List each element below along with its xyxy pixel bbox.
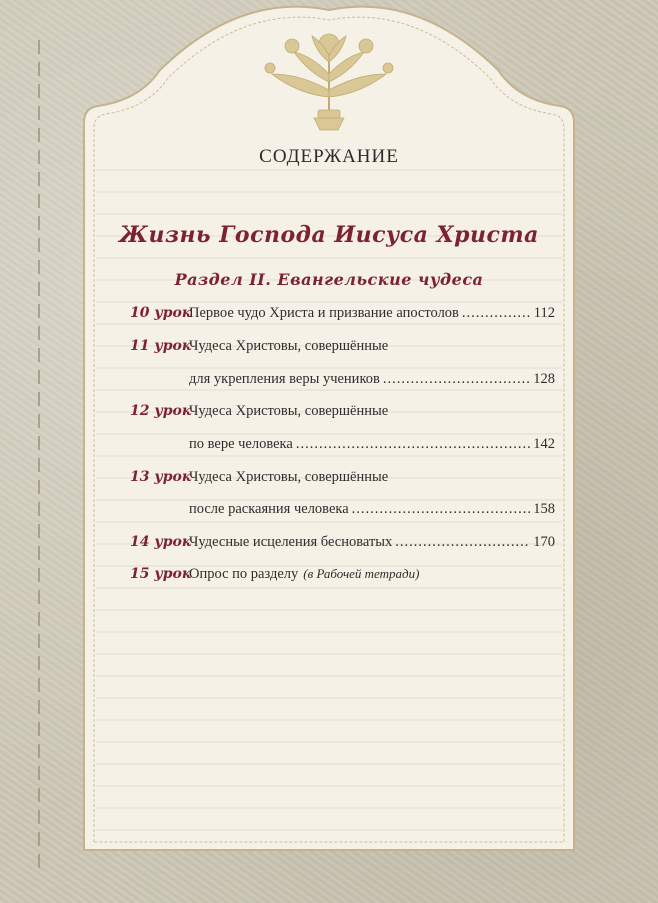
book-title: Жизнь Господа Иисуса Христа: [119, 222, 539, 248]
toc-entry[interactable]: [0, 566, 658, 590]
lesson-title-cont: после раскаяния человека: [189, 501, 349, 517]
lesson-title: Опрос по разделу: [189, 566, 299, 582]
page-number: 170: [533, 534, 555, 550]
toc-entry[interactable]: [0, 338, 658, 362]
toc-entry[interactable]: [0, 534, 658, 558]
lesson-number: 11 урок: [130, 338, 192, 354]
section-title: Раздел II. Евангельские чудеса: [174, 270, 484, 289]
lesson-number: 14 урок: [130, 534, 192, 550]
lesson-number: 10 урок: [130, 305, 192, 321]
page-number: 128: [533, 371, 555, 387]
leader-dots: [352, 501, 531, 518]
lesson-title: Чудесные исцеления бесноватых: [189, 534, 393, 550]
toc-entry-continuation[interactable]: [0, 371, 658, 395]
toc-entry[interactable]: [0, 403, 658, 427]
floral-ornament-icon: [258, 22, 400, 137]
lesson-number: 13 урок: [130, 469, 192, 485]
leader-dots: [296, 436, 530, 453]
toc-entry-continuation[interactable]: [0, 436, 658, 460]
lesson-title-cont: по вере человека: [189, 436, 293, 452]
lesson-title-cont: для укрепления веры учеников: [189, 371, 380, 387]
lesson-title: Чудеса Христовы, совершённые: [189, 403, 389, 419]
lesson-number: 15 урок: [130, 566, 192, 582]
lesson-note: (в Рабочей тетради): [303, 566, 420, 581]
page-number: 142: [533, 436, 555, 452]
leader-dots: [395, 534, 530, 551]
toc-entry-continuation[interactable]: [0, 501, 658, 525]
toc-entry[interactable]: [0, 305, 658, 329]
lesson-title: Первое чудо Христа и призвание апостолов: [189, 305, 459, 321]
lesson-title: Чудеса Христовы, совершённые: [189, 338, 389, 354]
leader-dots: [462, 305, 531, 322]
leader-dots: [383, 371, 530, 388]
lesson-number: 12 урок: [130, 403, 192, 419]
page-number: 158: [533, 501, 555, 517]
page-title: СОДЕРЖАНИЕ: [259, 146, 399, 167]
toc-entry[interactable]: [0, 469, 658, 493]
page-number: 112: [533, 305, 555, 321]
lesson-title: Чудеса Христовы, совершённые: [189, 469, 389, 485]
